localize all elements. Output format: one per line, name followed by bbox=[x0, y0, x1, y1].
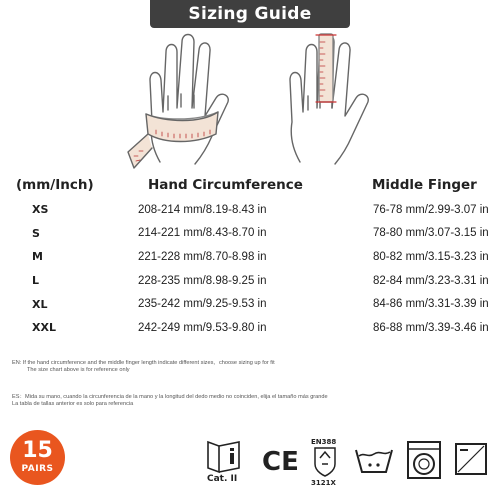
table-header bbox=[0, 174, 500, 196]
note-spanish bbox=[12, 394, 492, 408]
instructions-book-icon bbox=[205, 438, 251, 482]
hand-circumference-value: 214-221 mm/8.43-8.70 in bbox=[138, 227, 267, 240]
pairs-count: 15 bbox=[22, 438, 53, 463]
ce-label: CE bbox=[262, 447, 299, 477]
wash-30-icon bbox=[352, 438, 396, 482]
ce-mark-icon bbox=[260, 438, 304, 482]
hand-measure-circumference-icon bbox=[128, 35, 228, 169]
middle-finger-value: 80-82 mm/3.15-3.23 in bbox=[373, 250, 489, 263]
middle-finger-value: 86-88 mm/3.39-3.46 in bbox=[373, 321, 489, 334]
size-label: M bbox=[32, 250, 43, 264]
middle-finger-value: 76-78 mm/2.99-3.07 in bbox=[373, 203, 489, 216]
cat-label: Cat. II bbox=[207, 474, 238, 482]
hand-circumference-value: 221-228 mm/8.70-8.98 in bbox=[138, 250, 267, 263]
pairs-count-badge bbox=[10, 430, 65, 485]
middle-finger-value: 82-84 mm/3.23-3.31 in bbox=[373, 274, 489, 287]
note-es-line-1: ES：Mida su mano, cuando la circunferencia de la mano y la longitud del dedo medio no coinciden, elija el tamaño más grande bbox=[12, 394, 328, 400]
table-row bbox=[8, 316, 492, 340]
table-row bbox=[8, 198, 492, 222]
table-row bbox=[8, 245, 492, 269]
size-table bbox=[8, 198, 492, 340]
size-label: S bbox=[32, 226, 40, 240]
hand-circumference-value: 242-249 mm/9.53-9.80 in bbox=[138, 321, 267, 334]
table-row bbox=[8, 222, 492, 246]
table-row bbox=[8, 292, 492, 316]
column-header-unit: (mm/Inch) bbox=[16, 177, 94, 193]
hand-circumference-value: 228-235 mm/8.98-9.25 in bbox=[138, 274, 267, 287]
tumble-dry-icon bbox=[452, 438, 492, 482]
size-label: XL bbox=[32, 297, 48, 311]
page-title: Sizing Guide bbox=[150, 0, 350, 28]
column-header-middle-finger: Middle Finger bbox=[372, 177, 477, 193]
hand-circumference-value: 208-214 mm/8.19-8.43 in bbox=[138, 203, 267, 216]
hand-measure-middle-finger-icon bbox=[290, 34, 368, 164]
table-row bbox=[8, 269, 492, 293]
washing-machine-icon bbox=[404, 438, 444, 482]
middle-finger-value: 84-86 mm/3.31-3.39 in bbox=[373, 298, 489, 311]
note-english bbox=[12, 360, 492, 374]
note-es-line-2: La tabla de tallas anterior es solo para referencia bbox=[12, 401, 134, 407]
size-label: L bbox=[32, 274, 40, 288]
column-header-hand-circumference: Hand Circumference bbox=[148, 177, 303, 193]
size-label: XS bbox=[32, 203, 49, 217]
en388-label: EN388 bbox=[311, 438, 337, 446]
middle-finger-value: 78-80 mm/3.07-3.15 in bbox=[373, 227, 489, 240]
pairs-label: PAIRS bbox=[21, 464, 54, 474]
note-en-line-2: The size chart above is for reference only bbox=[27, 367, 130, 373]
en388-code: 3121X bbox=[311, 479, 336, 486]
hand-illustrations bbox=[0, 30, 500, 170]
hand-circumference-value: 235-242 mm/9.25-9.53 in bbox=[138, 298, 267, 311]
size-label: XXL bbox=[32, 321, 56, 335]
note-en-line-1: EN: If the hand circumference and the middle finger length indicate different sizes，choose sizing up for fit bbox=[12, 360, 275, 366]
en388-shield-icon bbox=[307, 436, 343, 486]
